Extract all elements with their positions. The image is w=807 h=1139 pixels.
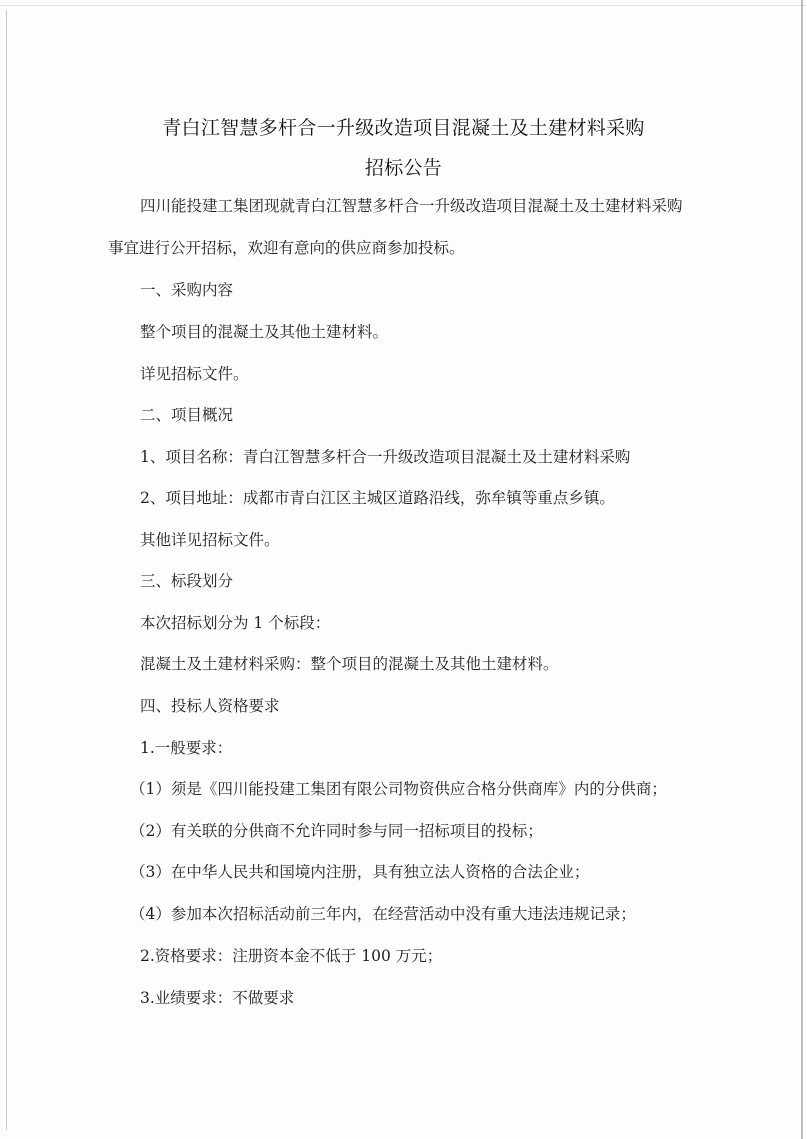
procurement-content: 整个项目的混凝土及其他土建材料。 (140, 323, 389, 341)
requirement-item-3: （3）在中华人民共和国境内注册，具有独立法人资格的合法企业； (130, 863, 590, 881)
document-title: 青白江智慧多杆合一升级改造项目混凝土及土建材料采购 (162, 117, 645, 139)
lots-count: 本次招标划分为 1 个标段： (140, 614, 331, 632)
procurement-see-docs: 详见招标文件。 (140, 365, 249, 383)
general-requirements: 1.一般要求： (140, 739, 233, 757)
performance-requirement: 3.业绩要求：不做要求 (140, 989, 295, 1007)
scan-edge-top (0, 5, 807, 6)
section-heading-procurement: 一、采购内容 (140, 281, 234, 299)
requirement-item-2: （2）有关联的分供商不允许同时参与同一招标项目的投标； (130, 822, 543, 840)
section-heading-qualification: 四、投标人资格要求 (140, 697, 280, 715)
project-address: 2、项目地址：成都市青白江区主城区道路沿线，弥牟镇等重点乡镇。 (140, 489, 615, 507)
project-name: 1、项目名称：青白江智慧多杆合一升级改造项目混凝土及土建材料采购 (140, 448, 631, 466)
intro-line-2: 事宜进行公开招标，欢迎有意向的供应商参加投标。 (108, 239, 465, 257)
section-heading-lots: 三、标段划分 (140, 572, 234, 590)
requirement-item-1: （1）须是《四川能投建工集团有限公司物资供应合格分供商库》内的分供商； (130, 780, 667, 798)
document-subtitle: 招标公告 (364, 157, 443, 179)
overview-see-docs: 其他详见招标文件。 (140, 531, 280, 549)
lot-description: 混凝土及土建材料采购：整个项目的混凝土及其他土建材料。 (140, 655, 559, 673)
section-heading-overview: 二、项目概况 (140, 406, 234, 424)
intro-line-1: 四川能投建工集团现就青白江智慧多杆合一升级改造项目混凝土及土建材料采购 (140, 197, 683, 215)
requirement-item-4: （4）参加本次招标活动前三年内，在经营活动中没有重大违法违规记录； (130, 905, 636, 923)
capital-requirement: 2.资格要求：注册资本金不低于 100 万元； (140, 947, 443, 965)
